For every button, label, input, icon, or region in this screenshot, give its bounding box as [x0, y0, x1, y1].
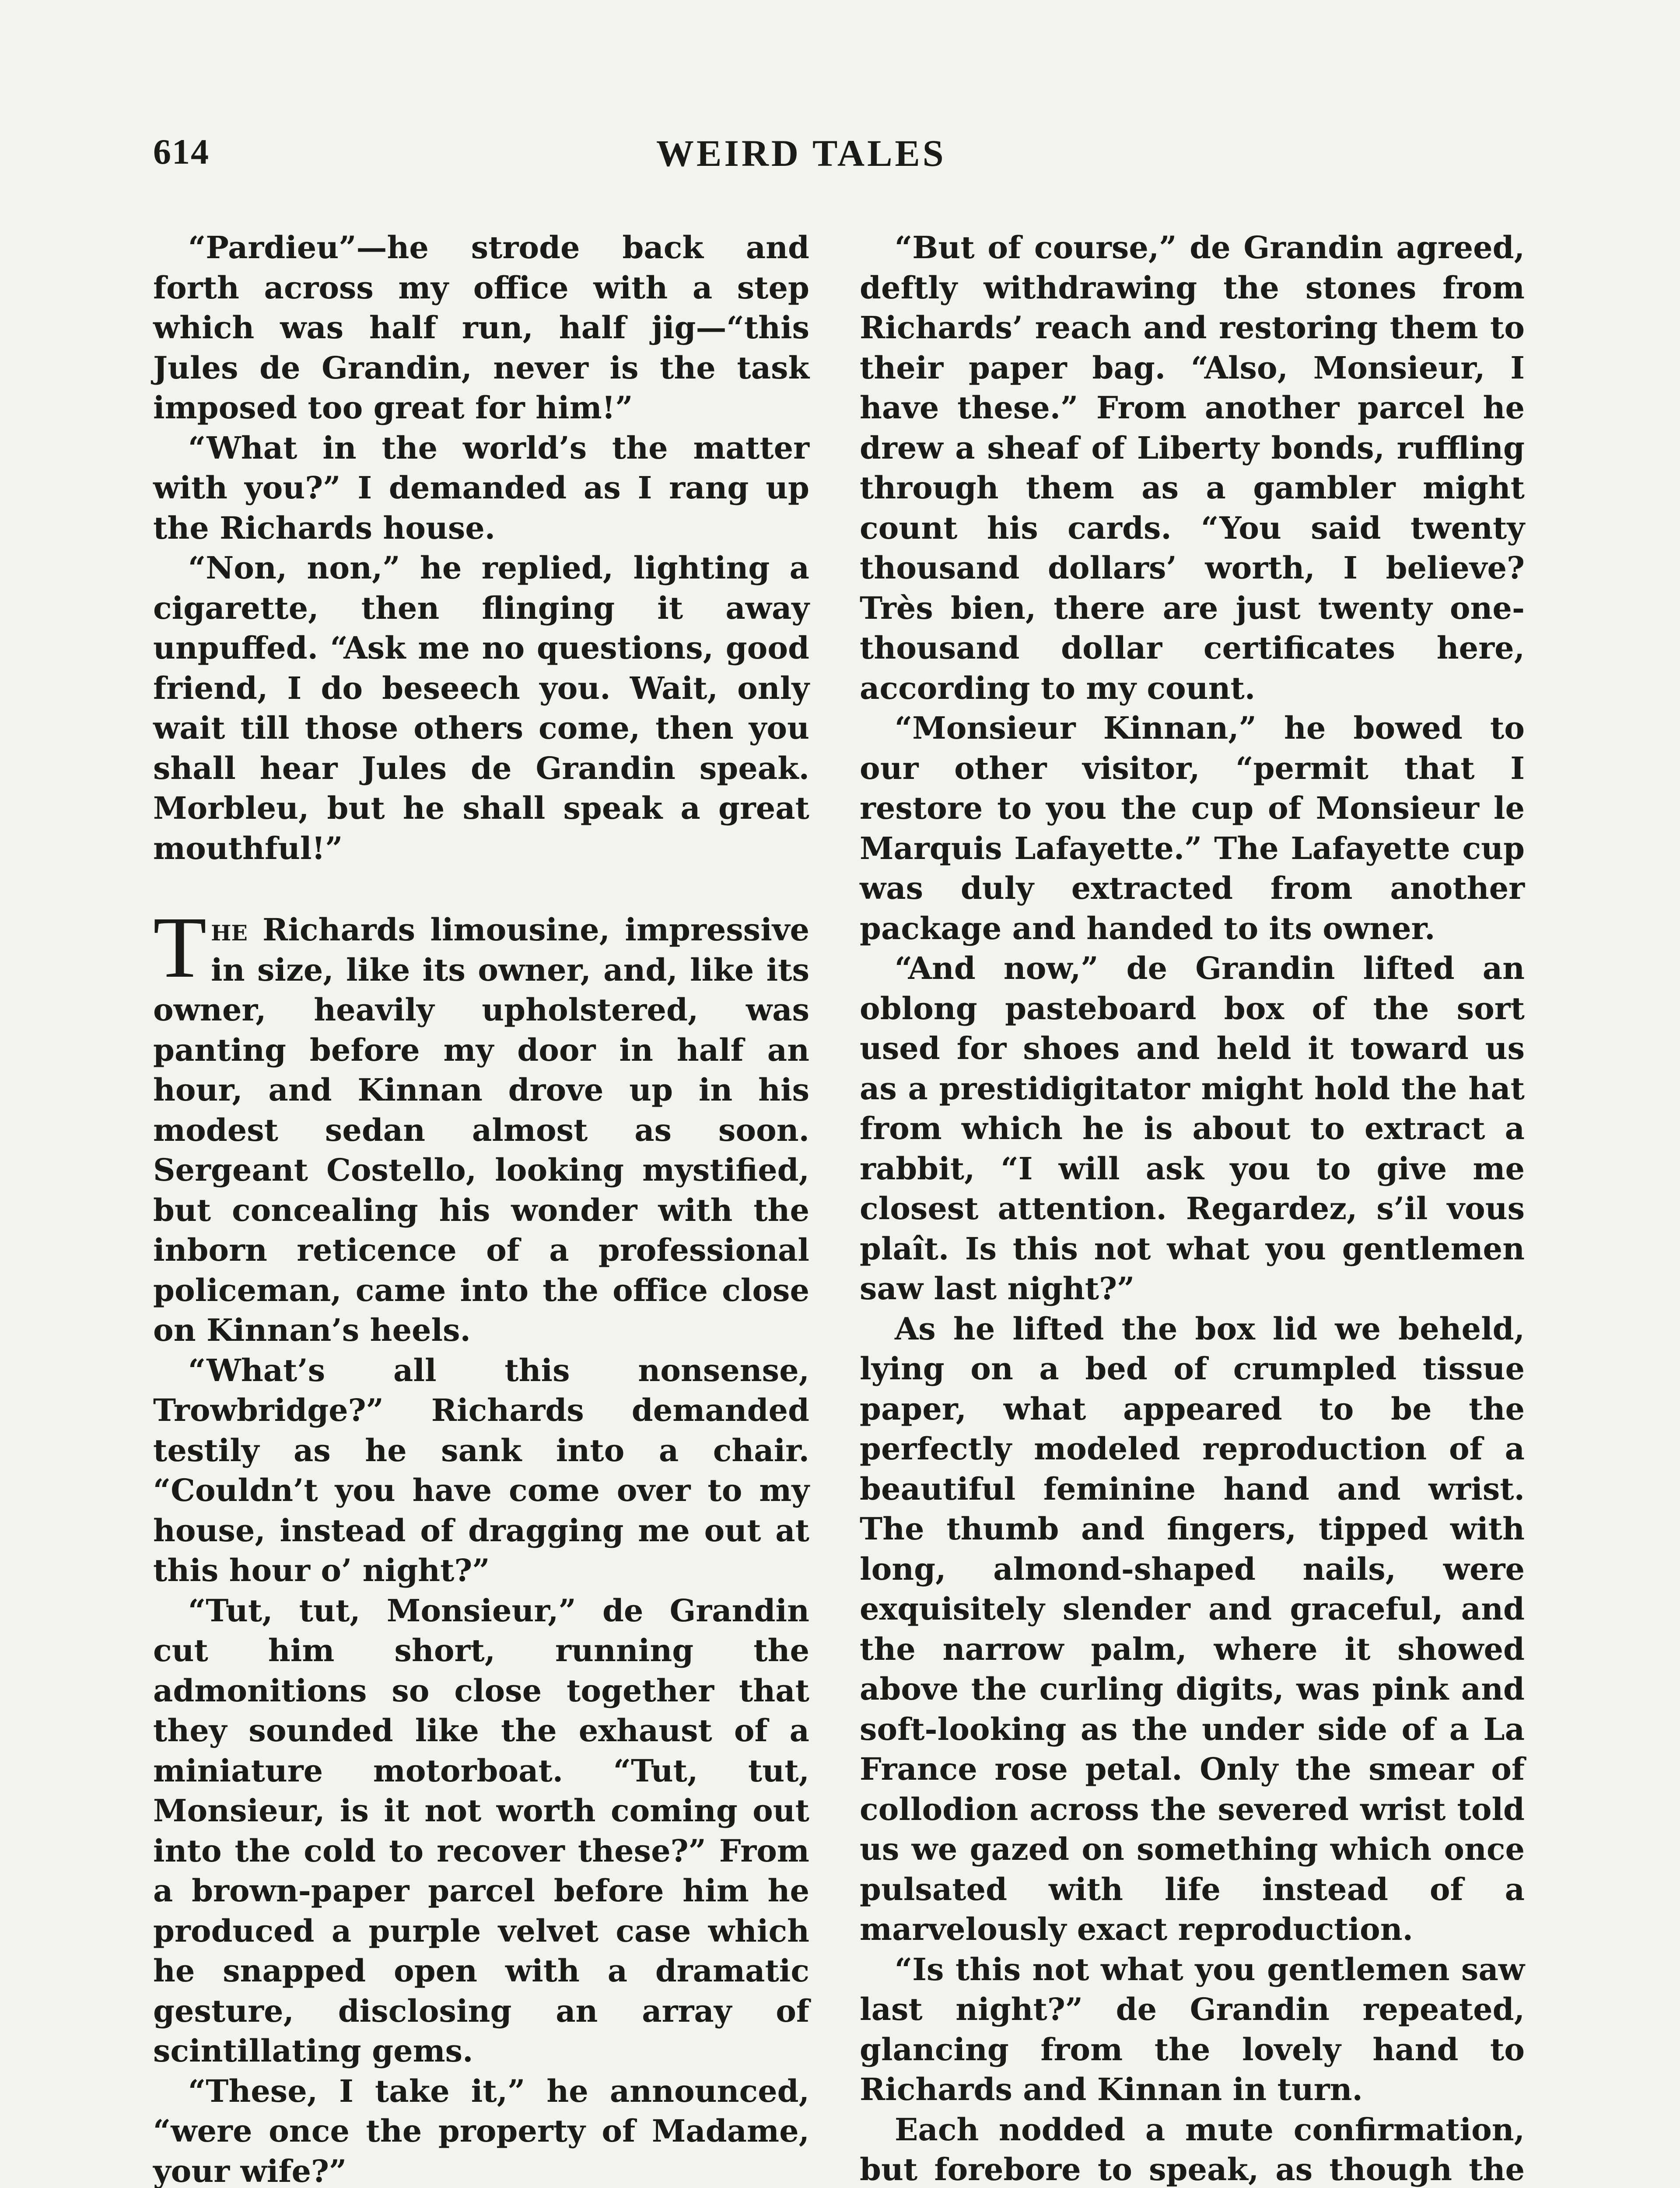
running-head: [153, 131, 1527, 184]
paragraph: “Monsieur Kinnan,” he bowed to our other visitor, “permit that I restore to you the cup of Monsieur le Marquis Lafayette.” The Lafayette cup was duly extracted from another package and handed to its owner.: [860, 710, 1525, 947]
drop-cap: T: [153, 899, 207, 996]
section-opening-paragraph: [153, 899, 809, 1350]
paragraph-text: Richards limousine, impressive in size, like its owner, and, like its owner, heavily upholstered, was panting before my door in half an hour, and Kinnan drove up in his modest sedan almost as soon. Sergeant Costello, looking mystified, but concealing his wonder with the inborn reticence of a professional policeman, came into the office close on Kinnan’s heels.: [153, 912, 809, 1348]
right-column: [860, 228, 1525, 2188]
left-column: [153, 228, 809, 2188]
paragraph: Each nodded a mute confirmation, but forebore to speak, as though the: [860, 2111, 1525, 2188]
paragraph: As he lifted the box lid we beheld, lying on a bed of crumpled tissue paper, what appeared to be the perfectly modeled reproduction of a beautiful feminine hand and wrist. The thumb and fingers, tipped with long, almond-shaped nails, were exquisitely slender and graceful, and the narrow palm, where it showed above the curling digits, was pink and soft-looking as the under side of a La France rose petal. Only the smear of collodion across the severed wrist told us we gazed on something which once pulsated with life instead of a marvelously exact reproduction.: [860, 1310, 1525, 1947]
paragraph: “Is this not what you gentlemen saw last night?” de Grandin repeated, glancing from the lovely hand to Richards and Kinnan in turn.: [860, 1951, 1525, 2107]
paragraph: “Pardieu”—he strode back and forth across my office with a step which was half run, half jig—“this Jules de Grandin, never is the task imposed too great for him!”: [153, 229, 809, 426]
paragraph: “Non, non,” he replied, lighting a cigarette, then flinging it away unpuffed. “Ask me no questions, good friend, I do beseech you. Wait, only wait till those others come, then you shall hear Jules de Grandin speak. Morbleu, but he shall speak a great mouthful!”: [153, 550, 809, 866]
paragraph: “Tut, tut, Monsieur,” de Grandin cut him short, running the admonitions so close together that they sounded like the exhaust of a miniature motorboat. “Tut, tut, Monsieur, is it not worth coming out into the cold to recover these?” From a brown-paper parcel before him he produced a purple velvet case which he snapped open with a dramatic gesture, disclosing an array of scintillating gems.: [153, 1592, 809, 2069]
paragraph: “And now,” de Grandin lifted an oblong pasteboard box of the sort used for shoes and held it toward us as a prestidigitator might hold the hat from which he is about to extract a rabbit, “I will ask you to give me closest attention. Regardez, s’il vous plaît. Is this not what you gentlemen saw last night?”: [860, 950, 1525, 1307]
paragraph: “But of course,” de Grandin agreed, deftly withdrawing the stones from Richards’ reach and restoring them to their paper bag. “Also, Monsieur, I have these.” From another parcel he drew a sheaf of Liberty bonds, ruffling through them as a gambler might count his cards. “You said twenty thousand dollars’ worth, I believe? Très bien, there are just twenty one-thousand dollar certificates here, according to my count.: [860, 229, 1525, 706]
magazine-title: WEIRD TALES: [656, 132, 946, 174]
small-caps-lead: he: [211, 912, 248, 948]
paragraph: “These, I take it,” he announced, “were once the property of Madame, your wife?”: [153, 2072, 809, 2188]
paragraph: “What in the world’s the matter with you?” I demanded as I rang up the Richards house.: [153, 429, 809, 546]
page-number: 614: [153, 132, 210, 172]
paragraph: “What’s all this nonsense, Trowbridge?” Richards demanded testily as he sank into a chair. “Couldn’t you have come over to my house, instead of dragging me out at this hour o’ night?”: [153, 1352, 809, 1588]
